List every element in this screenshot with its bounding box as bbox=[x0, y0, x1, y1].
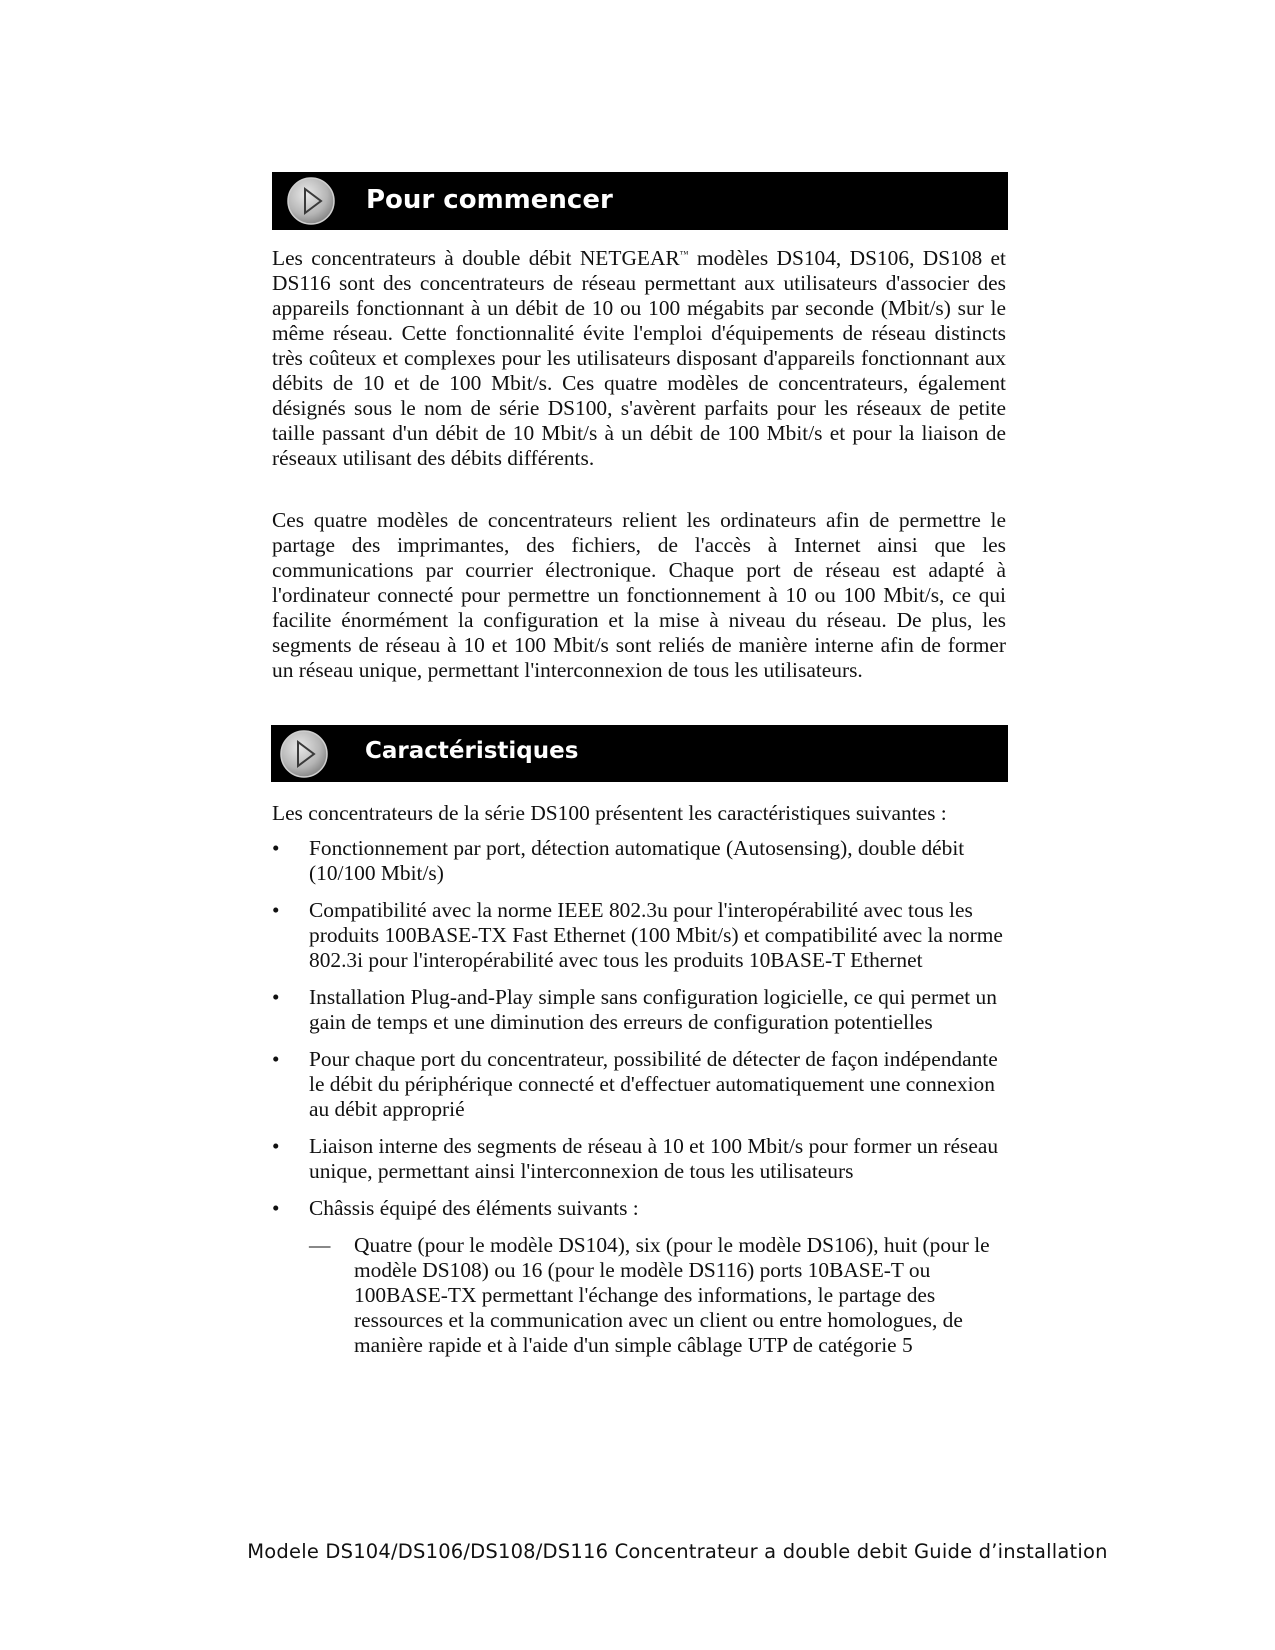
list-item bbox=[272, 898, 1012, 973]
sub-list bbox=[309, 1233, 1012, 1358]
list-item bbox=[272, 985, 1012, 1035]
play-arrow-icon bbox=[286, 176, 336, 226]
list-item bbox=[272, 1134, 1012, 1184]
page-footer: Modele DS104/DS106/DS108/DS116 Concentrateur a double debit Guide d’installation bbox=[247, 1540, 1108, 1563]
list-item-text: Liaison interne des segments de réseau à 10 et 100 Mbit/s pour former un réseau unique, permettant ainsi l'interconnexion de tous les utilisateurs bbox=[309, 1134, 999, 1183]
section-banner-getting-started bbox=[272, 172, 1008, 230]
intro-paragraph bbox=[272, 246, 1006, 471]
section-title: Pour commencer bbox=[366, 185, 613, 215]
list-item bbox=[272, 836, 1012, 886]
second-paragraph: Ces quatre modèles de concentrateurs relient les ordinateurs afin de permettre le partage des imprimantes, des fichiers, de l'accès à Internet ainsi que les communications par courrier électronique. Chaque port de réseau est adapté à l'ordinateur connecté pour permettre un fonctionnement à 10 ou 100 Mbit/s, ce qui facilite énormément la configuration et la mise à niveau du réseau. De plus, les segments de réseau à 10 et 100 Mbit/s sont reliés de manière interne afin de former un réseau unique, permettant l'interconnexion de tous les utilisateurs. bbox=[272, 508, 1006, 682]
play-arrow-icon bbox=[279, 729, 329, 779]
bullet-icon: • bbox=[272, 898, 280, 922]
bullet-icon: • bbox=[272, 836, 280, 860]
bullet-icon: • bbox=[272, 1047, 280, 1071]
paragraph-text-start: Les concentrateurs à double débit NETGEAR bbox=[272, 246, 680, 270]
list-item bbox=[272, 1196, 1012, 1358]
list-item bbox=[272, 1047, 1012, 1122]
list-item-text: Fonctionnement par port, détection automatique (Autosensing), double débit (10/100 Mbit/s) bbox=[309, 836, 965, 885]
bullet-icon: • bbox=[272, 1134, 280, 1158]
dash-icon: — bbox=[309, 1233, 331, 1257]
paragraph-text-end: modèles DS104, DS106, DS108 et DS116 sont des concentrateurs de réseau permettant aux utilisateurs d'associer des appareils fonctionnant à un débit de 10 ou 100 mégabits par seconde (Mbit/s) sur le même réseau. Cette fonctionnalité évite l'emploi d'équipements de réseau distincts très coûteux et complexes pour les utilisateurs disposant d'appareils fonctionnant aux débits de 10 et de 100 Mbit/s. Ces quatre modèles de concentrateurs, également désignés sous le nom de série DS100, s'avèrent parfaits pour les réseaux de petite taille passant d'un débit de 10 Mbit/s à un débit de 100 Mbit/s et pour la liaison de réseaux utilisant des débits différents. bbox=[272, 246, 1006, 470]
sub-list-item-text: Quatre (pour le modèle DS104), six (pour le modèle DS106), huit (pour le modèle DS108) ou 16 (pour le modèle DS116) ports 10BASE-T ou 100BASE-TX permettant l'échange des informations, le partage des ressources et la communication avec un client ou entre homologues, de manière rapide et à l'aide d'un simple câblage UTP de catégorie 5 bbox=[354, 1233, 990, 1357]
list-item-text: Pour chaque port du concentrateur, possibilité de détecter de façon indépendante le débit du périphérique connecté et d'effectuer automatiquement une connexion au débit approprié bbox=[309, 1047, 998, 1121]
list-item-text: Installation Plug-and-Play simple sans configuration logicielle, ce qui permet un gain de temps et une diminution des erreurs de configuration potentielles bbox=[309, 985, 997, 1034]
bullet-icon: • bbox=[272, 1196, 280, 1220]
list-item-text: Châssis équipé des éléments suivants : bbox=[309, 1196, 639, 1220]
bullet-icon: • bbox=[272, 985, 280, 1009]
section-banner-features bbox=[271, 725, 1008, 782]
section-title: Caractéristiques bbox=[365, 738, 579, 764]
list-item-text: Compatibilité avec la norme IEEE 802.3u pour l'interopérabilité avec tous les produits 100BASE-TX Fast Ethernet (100 Mbit/s) et compatibilité avec la norme 802.3i pour l'interopérabilité avec tous les produits 10BASE-T Ethernet bbox=[309, 898, 1003, 972]
sub-list-item bbox=[309, 1233, 1012, 1358]
trademark-symbol: ™ bbox=[679, 248, 689, 259]
features-intro: Les concentrateurs de la série DS100 présentent les caractéristiques suivantes : bbox=[272, 801, 947, 825]
feature-list bbox=[272, 836, 1012, 1370]
